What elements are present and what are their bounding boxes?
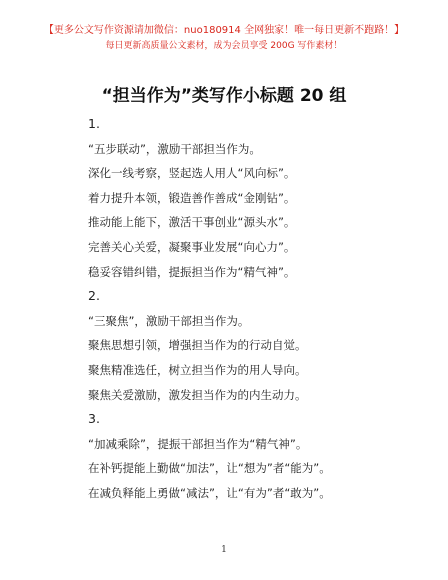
- section-heading: “三聚焦”，激励干部担当作为。: [88, 313, 250, 328]
- section-heading: “加减乘除”，提振干部担当作为“精气神”。: [88, 436, 308, 451]
- body-line: 着力提升本领，锻造善作善成“金刚钻”。: [88, 190, 296, 205]
- page-number: 1: [221, 545, 227, 555]
- body-line: 在减负释能上勇做“减法”，让“有为”者“敢为”。: [88, 485, 331, 500]
- body-line: 推动能上能下，激活干事创业“源头水”。: [88, 215, 296, 230]
- body-line: 聚焦精准选任，树立担当作为的用人导向。: [88, 362, 307, 377]
- body-line: 完善关心关爱，凝聚事业发展“向心力”。: [88, 239, 296, 254]
- body-line: 聚焦关爱激励，激发担当作为的内生动力。: [88, 387, 307, 402]
- body-line: 聚焦思想引领，增强担当作为的行动自觉。: [88, 338, 307, 353]
- section-number: 3.: [88, 411, 100, 427]
- section-heading: “五步联动”，激励干部担当作为。: [88, 141, 261, 156]
- section-number: 1.: [88, 116, 100, 131]
- document-title: “担当作为”类写作小标题 20 组: [101, 86, 347, 106]
- body-line: 在补钙提能上勤做“加法”，让“想为”者“能为”。: [88, 461, 331, 476]
- promo-banner-line-2: 每日更新高质量公文素材，成为会员享受 200G 写作素材！: [105, 41, 343, 51]
- document-body: [88, 112, 418, 506]
- body-line: 深化一线考察，竖起选人用人“风向标”。: [88, 166, 296, 181]
- body-line: 稳妥容错纠错，提振担当作为“精气神”。: [88, 264, 296, 279]
- promo-banner-line-1: 【更多公文写作资源请加微信：nuo180914 全网独家！唯一每日更新不跑路！】: [43, 25, 405, 36]
- section-number: 2.: [88, 288, 100, 304]
